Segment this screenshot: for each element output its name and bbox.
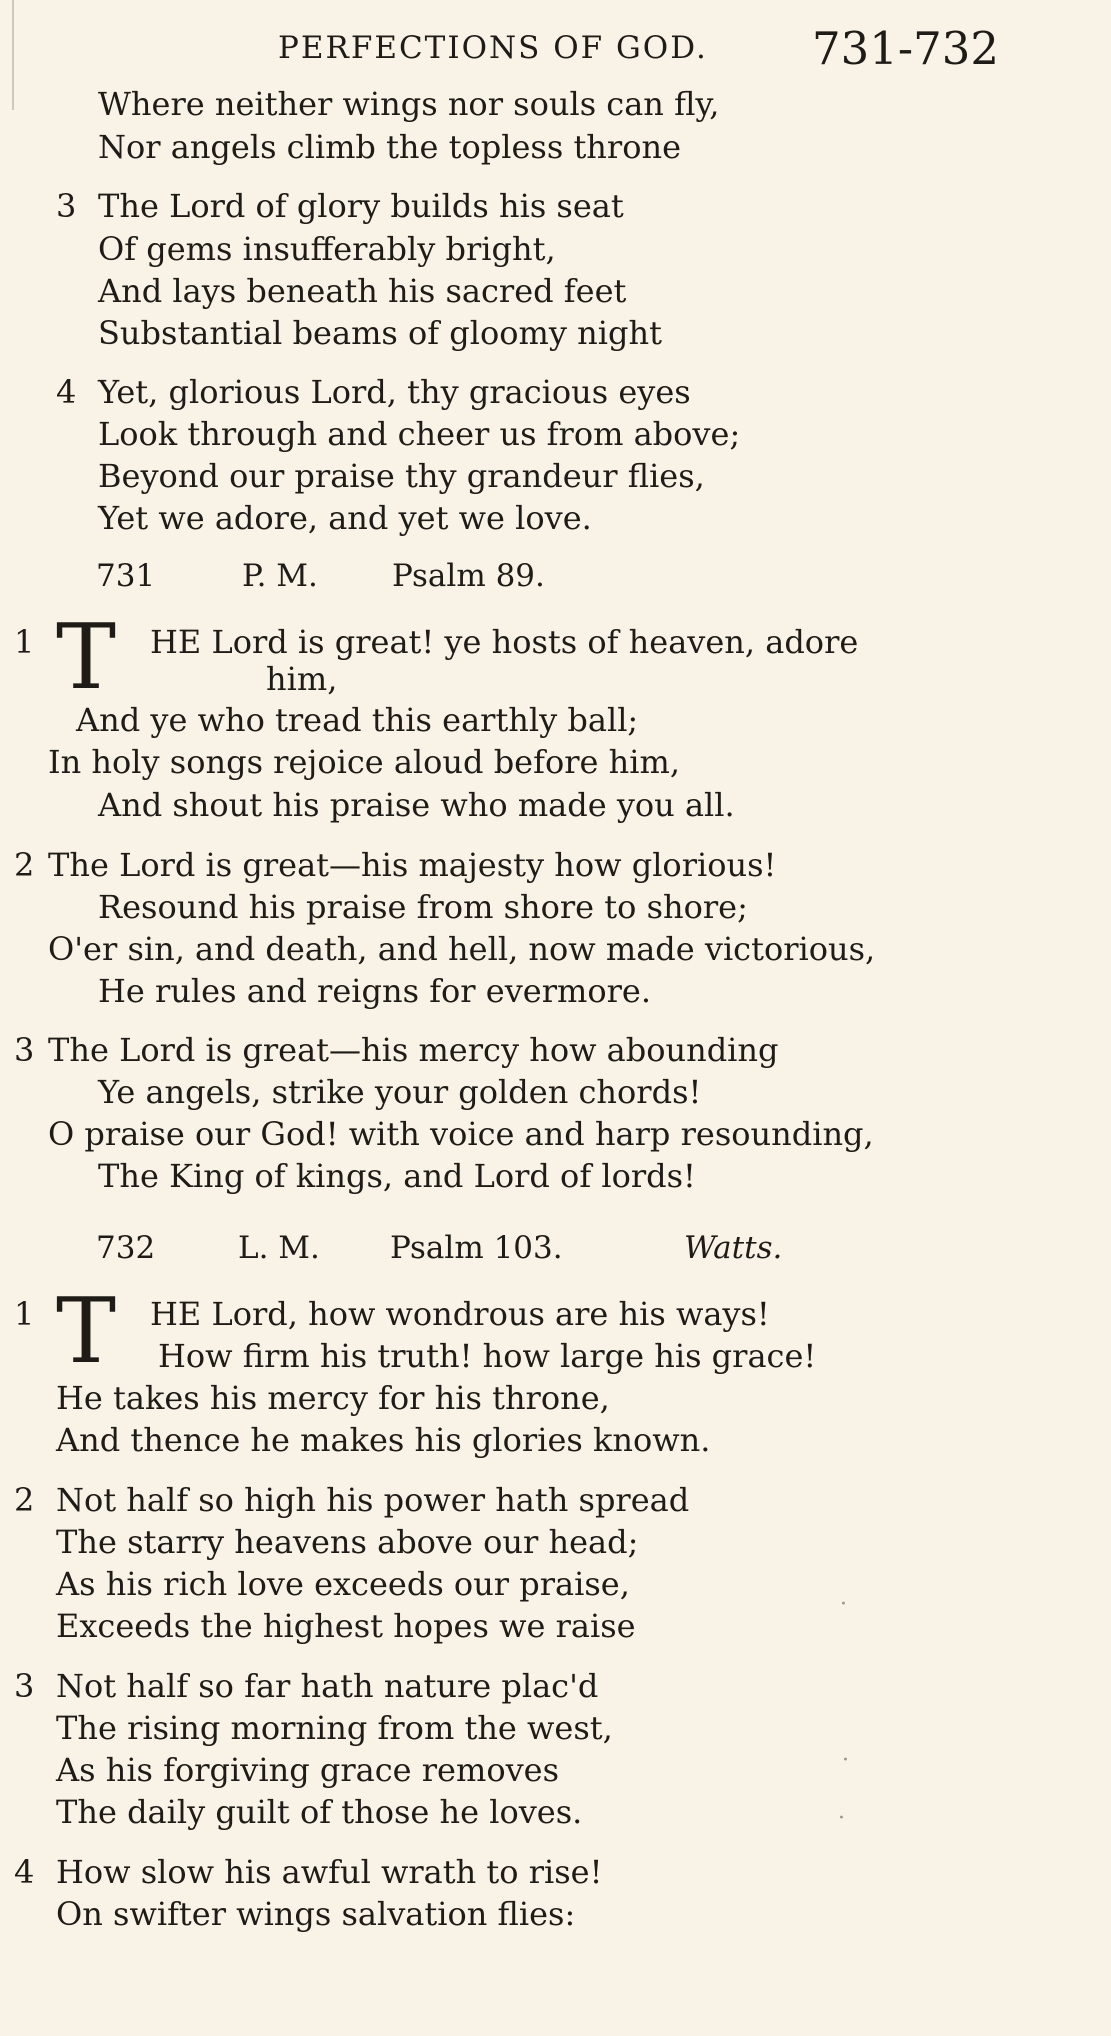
stanza-number: 3 — [14, 1031, 35, 1069]
verse-line: And lays beneath his sacred feet — [98, 272, 627, 310]
stanza-number: 4 — [56, 373, 77, 411]
verse-line: The Lord is great—his majesty how glorious! — [48, 846, 777, 884]
verse-line: The Lord is great—his mercy how abounding — [48, 1031, 779, 1069]
print-speck: · — [840, 1592, 847, 1617]
verse-line: He takes his mercy for his throne, — [56, 1379, 610, 1417]
stanza-number: 4 — [14, 1853, 35, 1891]
verse-line: In holy songs rejoice aloud before him, — [48, 743, 680, 781]
verse-line: him, — [266, 660, 338, 698]
hymn-number: 732 — [96, 1230, 156, 1266]
verse-line: On swifter wings salvation flies: — [56, 1895, 576, 1933]
verse-line: Yet, glorious Lord, thy gracious eyes — [98, 373, 691, 411]
verse-line: The Lord of glory builds his seat — [98, 187, 624, 225]
verse-line: The King of kings, and Lord of lords! — [98, 1157, 696, 1195]
verse-line: HE Lord, how wondrous are his ways! — [150, 1295, 770, 1333]
verse-line: Beyond our praise thy grandeur flies, — [98, 457, 705, 495]
verse-line: Of gems insufferably bright, — [98, 230, 556, 268]
print-speck: · — [842, 1748, 849, 1773]
verse-line: As his rich love exceeds our praise, — [56, 1565, 630, 1603]
stanza-number: 1 — [14, 623, 35, 661]
stanza-number: 3 — [14, 1667, 35, 1705]
verse-line: The rising morning from the west, — [56, 1709, 613, 1747]
running-header-hymn-numbers: 731-732 — [812, 22, 999, 75]
verse-line: As his forgiving grace removes — [56, 1751, 560, 1789]
stanza-number: 2 — [14, 846, 35, 884]
verse-line: And shout his praise who made you all. — [98, 786, 735, 824]
verse-line: O'er sin, and death, and hell, now made victorious, — [48, 930, 876, 968]
stanza-number: 1 — [14, 1295, 35, 1333]
verse-line: Look through and cheer us from above; — [98, 415, 741, 453]
verse-line: How slow his awful wrath to rise! — [56, 1853, 603, 1891]
verse-line: Nor angels climb the topless throne — [98, 128, 682, 166]
drop-cap: T — [56, 605, 117, 710]
hymn-meter: P. M. — [242, 558, 318, 594]
running-header-title: PERFECTIONS OF GOD. — [278, 30, 708, 66]
verse-line: And ye who tread this earthly ball; — [76, 701, 639, 739]
verse-line: Ye angels, strike your golden chords! — [98, 1073, 702, 1111]
verse-line: Where neither wings nor souls can fly, — [98, 85, 720, 123]
hymn-psalm-source: Psalm 89. — [392, 558, 545, 594]
verse-line: Not half so far hath nature plac'd — [56, 1667, 599, 1705]
verse-line: Exceeds the highest hopes we raise — [56, 1607, 636, 1645]
verse-line: Yet we adore, and yet we love. — [98, 499, 592, 537]
verse-line: The starry heavens above our head; — [56, 1523, 639, 1561]
stanza-number: 2 — [14, 1481, 35, 1519]
verse-line: He rules and reigns for evermore. — [98, 972, 652, 1010]
drop-cap: T — [56, 1279, 117, 1384]
verse-line: Resound his praise from shore to shore; — [98, 888, 748, 926]
page-edge-mark — [12, 0, 14, 110]
verse-line: The daily guilt of those he loves. — [56, 1793, 583, 1831]
hymn-meter: L. M. — [238, 1230, 320, 1266]
verse-line: And thence he makes his glories known. — [56, 1421, 711, 1459]
stanza-number: 3 — [56, 187, 77, 225]
verse-line: Substantial beams of gloomy night — [98, 314, 662, 352]
verse-line: HE Lord is great! ye hosts of heaven, adore — [150, 623, 859, 661]
verse-line: How firm his truth! how large his grace! — [158, 1337, 817, 1375]
verse-line: O praise our God! with voice and harp resounding, — [48, 1115, 874, 1153]
hymn-psalm-source: Psalm 103. — [390, 1230, 563, 1266]
hymn-number: 731 — [96, 558, 156, 594]
print-speck: · — [838, 1806, 845, 1831]
verse-line: Not half so high his power hath spread — [56, 1481, 690, 1519]
hymn-author: Watts. — [684, 1230, 783, 1266]
